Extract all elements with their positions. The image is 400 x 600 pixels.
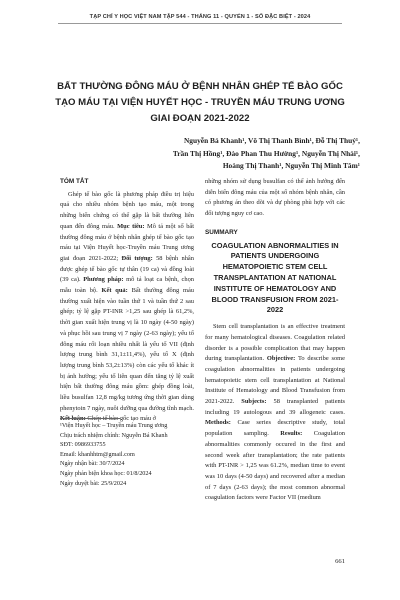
- summary-vi-objective-label: Mục tiêu:: [117, 222, 145, 230]
- article-title: [40, 79, 360, 127]
- title-line-2: TẠO MÁU TẠI VIỆN HUYẾT HỌC - TRUYỀN MÁU TRUNG ƯƠNG: [55, 97, 345, 108]
- footnote-affiliation: ¹Viện Huyết học – Truyền máu Trung ương: [60, 422, 168, 429]
- left-column: [60, 177, 194, 425]
- right-column: [205, 177, 345, 504]
- summary-en-result: Coagulation abnormalities commonly occured in the first and second week after transplantation; the rate patients with PT-INR > 1,25 was 61.2%, median time to event was 10 days (4-50 days) and recovered after a median of 7 days (2-63 days); the most common abnormal coagulation factors were Factor VII (medium: [205, 430, 345, 502]
- author-list: [40, 135, 360, 173]
- summary-en-objective: To describe some coagulation abnormalities in patients undergoing hematopoietic stem cell transplantation at National Institute of Hematology and Blood Transfusion from 2021-2022.: [205, 355, 345, 406]
- summary-vi-objective: Mô tả một số bất thường đông máu ở bệnh nhân ghép tế bào gốc tạo máu tại Viện Huyết học-Truyền máu Trung ương giai đoạn 2021-2022;: [60, 222, 195, 262]
- summary-vi-intro: Ghép tế bào gốc là phương pháp điều trị hiệu quả cho nhiều nhóm bệnh tạo máu, một trong những biến chứng có thể gặp là bất thường liên quan đến đông máu.: [60, 190, 194, 230]
- title-line-3: GIAI ĐOẠN 2021-2022: [150, 113, 250, 124]
- author-line-2: Trần Thị Hồng¹, Đào Phan Thu Hường¹, Nguyễn Thị Nhài¹,: [172, 148, 360, 158]
- author-line-3: Hoàng Thị Thanh¹, Nguyễn Thị Minh Tâm¹: [222, 161, 360, 171]
- summary-vi-result: Bất thường đông máu thường xuất hiện vào tuần thứ 1 và tuần thứ 2 sau ghép; tỷ lệ gặp PT-INR >1,25 sau ghép là 61,2%, thời gian xuất hiện trung vị là 10 ngày (4-50 ngày) và phục hồi sau trung vị 7 ngày (2-63 ngày); yếu tố đông máu rối loạn nhiều nhất là yếu tố VII (định lượng trung bình 31,1±11,4%), yếu tố X (định lượng trung bình 53,2±13%) còn các yếu tố khác ít bị ảnh hưởng; yếu tố liên quan đến tăng tỷ lệ xuất hiện bất thường đông máu gồm: ghép đồng loài, liều busulfan 12,8 mg/kg tương ứng thời gian dùng phenytoin 7 ngày, nuôi dưỡng qua đường tĩnh mạch.: [60, 287, 194, 412]
- footnote: [60, 421, 200, 488]
- header-rule: [58, 23, 342, 24]
- footnote-email: Email: khanhhtm@gmail.com: [60, 450, 135, 458]
- summary-vi-method-label: Phương pháp:: [83, 276, 124, 284]
- summary-vi-conclusion-continued: [205, 177, 345, 220]
- summary-en-subject: 58 transplanted patients including 19 autologous and 39 allogeneic cases.: [205, 398, 345, 416]
- summary-en-intro: Stem cell transplantation is an effective treatment for many hematological diseases. Coagulation related disorder is a possible complication that may happen during transplantation.: [205, 323, 345, 363]
- footnote-phone: SĐT: 0986933755: [60, 441, 106, 449]
- summary-en-method-label: Methods:: [205, 419, 231, 427]
- page-number: 661: [335, 558, 345, 565]
- summary-en-title: COAGULATION ABNORMALITIES IN PATIENTS UNDERGOING HEMATOPOIETIC STEM CELL TRANSPLANTATION AT NATIONAL INSTITUTE OF HEMATOLOGY AND BLOOD TRANSFUSION FROM 2021-2022: [211, 240, 339, 315]
- summary-vi-result-label: Kết quả:: [101, 287, 128, 295]
- summary-vi-conclusion-part1: Ghép tế bào gốc tạo máu ở: [87, 415, 157, 423]
- summary-vi-conclusion-part2: những nhóm sử dụng busulfan có thể ảnh hưởng đến diễn biến đông máu của một số nhóm bệnh nhân, cần có phương án theo dõi và dự phòng phù hợp với các đối tượng nguy cơ cao.: [205, 178, 345, 218]
- footnote-rule: [60, 418, 120, 419]
- summary-vi-body: [60, 190, 194, 425]
- summary-vi-conclusion-label: Kết luận:: [60, 415, 86, 423]
- author-line-1: Nguyễn Bá Khanh¹, Võ Thị Thanh Bình¹, Đỗ Thị Thuý¹,: [183, 136, 360, 145]
- title-line-1: BẤT THƯỜNG ĐÔNG MÁU Ở BỆNH NHÂN GHÉP TẾ BÀO GỐC: [57, 81, 343, 92]
- summary-en-result-label: Results:: [280, 430, 303, 438]
- summary-vi-heading: TÓM TẮT: [60, 178, 89, 185]
- summary-vi-subject-label: Đối tượng:: [121, 254, 153, 262]
- footnote-responsible: Chịu trách nhiệm chính: Nguyễn Bá Khanh: [60, 431, 168, 439]
- footnote-reviewed: Ngày phản biện khoa học: 01/8/2024: [60, 469, 152, 477]
- summary-en-heading: SUMMARY: [205, 228, 238, 236]
- summary-vi-subject: 58 bệnh nhân được ghép tế bào gốc tự thân (19 ca) và đồng loài (39 ca).: [60, 254, 194, 284]
- summary-en-body: [205, 322, 345, 504]
- footnote-approved: Ngày duyệt bài: 25/9/2024: [60, 479, 127, 487]
- summary-en-method: Case series descriptive study, total population sampling.: [205, 419, 345, 438]
- summary-vi-method: mô tả loạt ca bệnh, chọn mẫu toàn bộ.: [60, 276, 194, 295]
- journal-header: TẠP CHÍ Y HỌC VIỆT NAM TẬP 544 - THÁNG 11 - QUYỂN 1 - SỐ ĐẶC BIỆT - 2024: [89, 14, 311, 20]
- footnote-received: Ngày nhận bài: 30/7/2024: [60, 460, 125, 468]
- summary-en-objective-label: Objective:: [266, 355, 296, 363]
- summary-en-subject-label: Subjects:: [241, 398, 267, 406]
